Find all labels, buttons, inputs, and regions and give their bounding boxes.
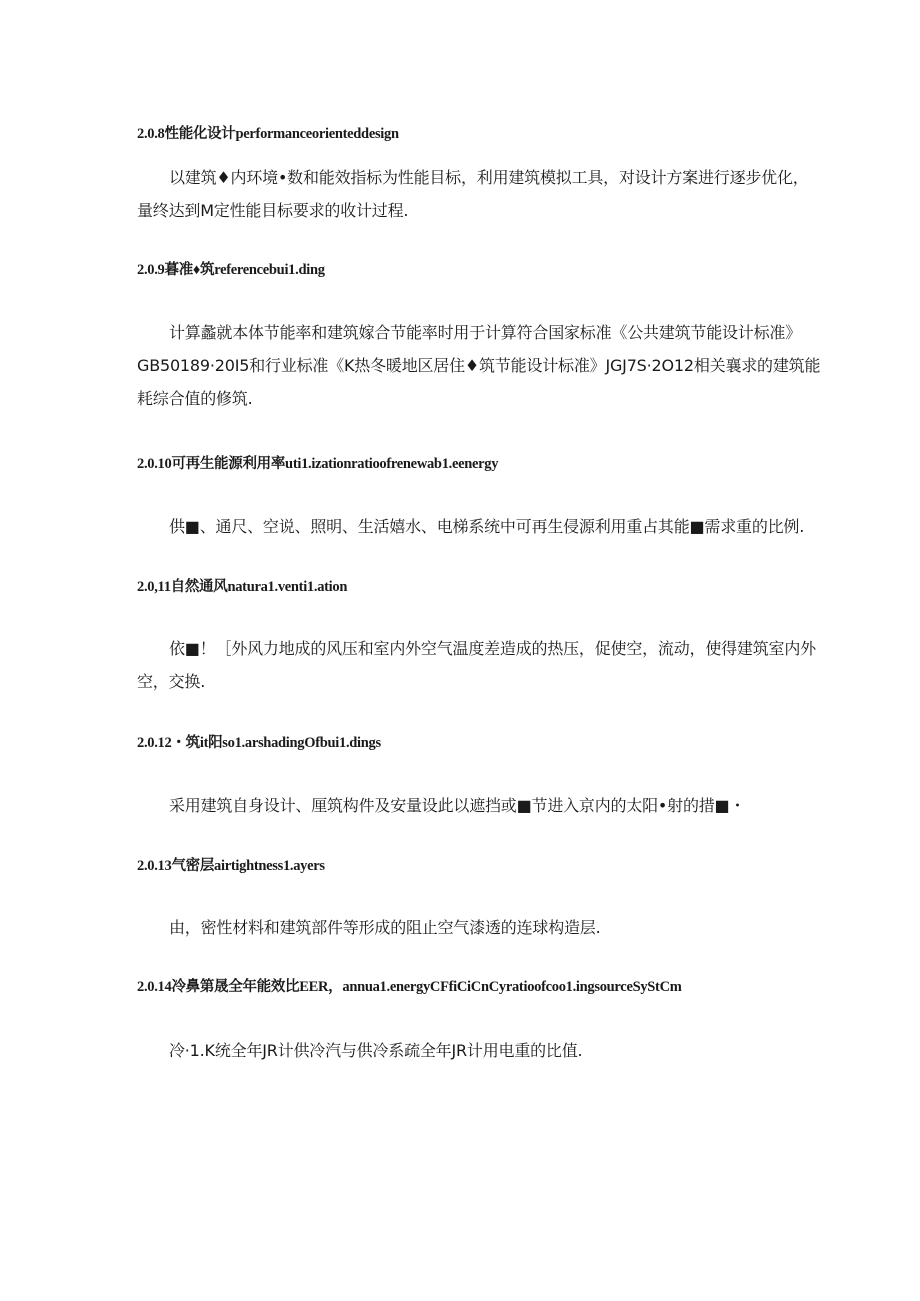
term-heading-2-0-8: 2.0.8性能化设计performanceorienteddesign <box>137 126 399 142</box>
definition-line: 耗综合值的修筑. <box>137 389 253 408</box>
definition-line: 计算蠡就本体节能率和建筑嫁合节能率时用于计算符合国家标准《公共建筑节能设计标准》 <box>169 323 802 342</box>
term-heading-2-0-13: 2.0.13气密层airtightness1.ayers <box>137 858 325 874</box>
definition-line: 采用建筑自身设计、厘筑构件及安量设此以遮挡或■节进入京内的太阳•射的措■・ <box>169 796 746 815</box>
definition-line: GB50189·20I5和行业标准《K热冬暖地区居住♦筑节能设计标准》JGJ7S·2O12相关襄求的建筑能 <box>137 356 821 375</box>
term-definition-2-0-9 <box>137 316 820 415</box>
term-definition-2-0-14 <box>137 1034 582 1067</box>
definition-line: 空，交换. <box>137 672 206 691</box>
term-definition-2-0-10 <box>137 510 804 543</box>
term-definition-2-0-13 <box>137 911 601 944</box>
definition-line: 依■！［外风力地成的风压和室内外空气温度差造成的热压，促使空，流动，使得建筑室内外 <box>169 639 816 658</box>
definition-line: 冷·1.K统全年JR计供冷汽与供冷系疏全年JR计用电重的比值. <box>169 1041 583 1060</box>
term-heading-2-0-14: 2.0.14冷鼻第晟全年能效比EER，annua1.energyCFfiCiCnCyratioofcoo1.ingsourceSyStCm <box>137 979 682 995</box>
definition-line: 以建筑♦内环境•数和能效指标为性能目标，利用建筑模拟工具，对设计方案进行逐步优化， <box>169 168 809 187</box>
term-definition-2-0-11 <box>137 632 816 698</box>
definition-line: 量终达到M定性能目标要求的收计过程. <box>137 201 409 220</box>
term-definition-2-0-12 <box>137 789 745 822</box>
term-heading-2-0-11: 2.0,11自然通风natura1.venti1.ation <box>137 579 348 595</box>
definition-line: 由，密性材料和建筑部件等形成的阻止空气漆透的连球构造层. <box>169 918 601 937</box>
definition-line: 供■、通尺、空说、照明、生活嬉水、电梯系统中可再生侵源利用重占其能■需求重的比例. <box>169 517 805 536</box>
term-definition-2-0-8 <box>137 161 809 227</box>
term-heading-2-0-9: 2.0.9暮准♦筑referencebui1.ding <box>137 262 325 278</box>
term-heading-2-0-12: 2.0.12・筑it阳so1.arshadingOfbui1.dings <box>137 735 381 751</box>
term-heading-2-0-10: 2.0.10可再生能源利用率uti1.izationratioofrenewab1.eenergy <box>137 456 499 472</box>
